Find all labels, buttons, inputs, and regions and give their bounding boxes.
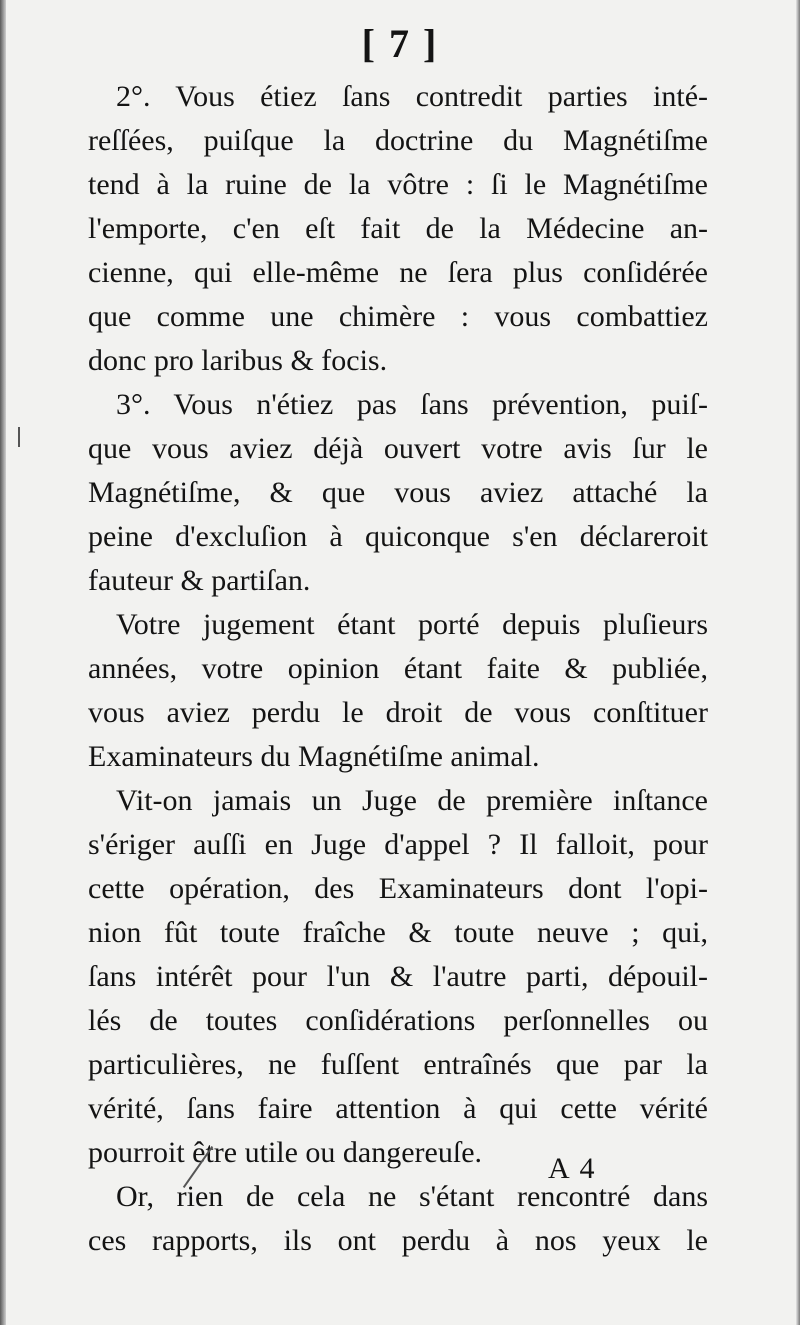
- text-line: fauteur & partiſan.: [88, 564, 311, 597]
- margin-mark: [18, 427, 20, 447]
- text-line: particulières, ne fuſſent entraînés que par la: [88, 1048, 708, 1081]
- text-line: Vit-on jamais un Juge de première inſtance: [116, 784, 708, 817]
- text-line: 3°. Vous n'étiez pas ſans prévention, puiſ-: [116, 388, 708, 421]
- text-line: pourroit être utile ou dangereuſe.: [88, 1136, 483, 1169]
- text-line: cette opération, des Examinateurs dont l'opi-: [88, 872, 708, 905]
- text-line: lés de toutes conſidérations perſonnelles ou: [88, 1004, 708, 1037]
- text-line: reſſées, puiſque la doctrine du Magnétiſme: [88, 124, 708, 157]
- paragraph-2: [88, 75, 708, 383]
- text-line: nion fût toute fraîche & toute neuve ; qui,: [88, 916, 708, 949]
- text-line: années, votre opinion étant faite & publiée,: [88, 652, 708, 685]
- text-line: peine d'excluſion à quiconque s'en déclareroit: [88, 520, 708, 553]
- text-line: Examinateurs du Magnétiſme animal.: [88, 740, 540, 773]
- paragraph-6: [88, 1175, 708, 1263]
- text-line: Magnétiſme, & que vous aviez attaché la: [88, 476, 708, 509]
- paragraph-4: [88, 603, 708, 779]
- paragraph-3: [88, 383, 708, 603]
- text-line: donc pro laribus & focis.: [88, 344, 388, 377]
- text-line: 2°. Vous étiez ſans contredit parties inté-: [116, 80, 708, 113]
- text-line: Votre jugement étant porté depuis pluſieurs: [116, 608, 708, 641]
- text-line: tend à la ruine de la vôtre : ſi le Magnétiſme: [88, 168, 708, 201]
- page-edge-shadow-left: [0, 0, 6, 1325]
- text-line: s'ériger auſſi en Juge d'appel ? Il falloit, pour: [88, 828, 708, 861]
- text-line: que comme une chimère : vous combattiez: [88, 300, 708, 333]
- text-line: cienne, qui elle-même ne ſera plus conſidérée: [88, 256, 708, 289]
- text-line: Or, rien de cela ne s'étant rencontré dans: [116, 1180, 708, 1213]
- page-number: [ 7 ]: [361, 21, 439, 66]
- text-line: que vous aviez déjà ouvert votre avis ſur le: [88, 432, 708, 465]
- printer-signature-mark: A 4: [548, 1152, 597, 1185]
- text-line: l'emporte, c'en eſt fait de la Médecine an-: [88, 212, 708, 245]
- page-edge-shadow-right: [796, 0, 800, 1325]
- body-text: [88, 75, 708, 1263]
- paragraph-5: [88, 779, 708, 1175]
- text-line: ſans intérêt pour l'un & l'autre parti, dépouil-: [88, 960, 708, 993]
- text-line: ces rapports, ils ont perdu à nos yeux le: [88, 1224, 708, 1257]
- text-line: vous aviez perdu le droit de vous conſtituer: [88, 696, 708, 729]
- text-line: vérité, ſans faire attention à qui cette vérité: [88, 1092, 708, 1125]
